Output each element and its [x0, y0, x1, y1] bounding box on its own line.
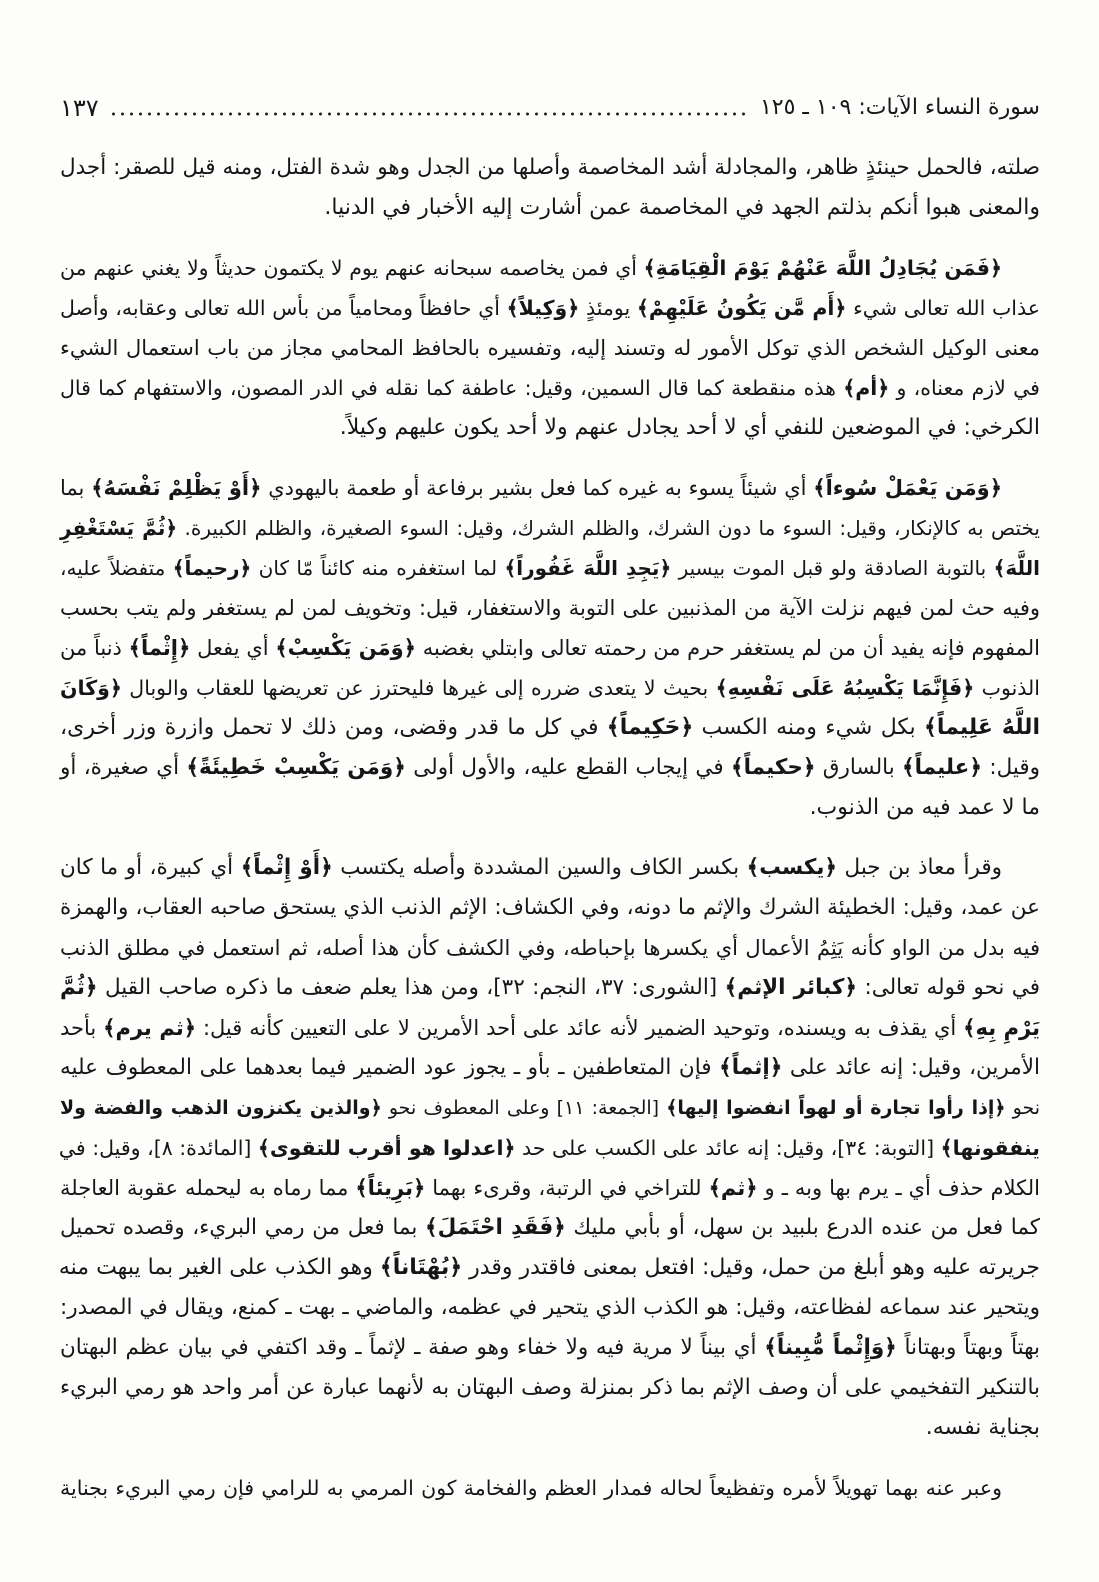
quran-quote: ﴿إثماً﴾: [719, 1055, 783, 1080]
dot-leader: [109, 110, 750, 118]
text-line: بالتنكير التفخيمي على أن وصف الإثم بما ذكر بمنزلة وصف البهتان به لأنهما عبارة عن أمر واحد هو رمي البريء: [60, 1375, 1040, 1400]
quran-quote: ﴿أَم مَّن يَكُونُ عَلَيْهِمْ﴾: [636, 296, 847, 320]
quran-quote: ﴿وَمَن يَعْمَلْ سُوءاً﴾: [813, 476, 1003, 500]
quran-quote: ﴿ثم﴾: [708, 1176, 758, 1200]
quran-quote: ﴿إذا رأوا تجارة أو لهواً انفضوا إليها﴾: [666, 1097, 1006, 1119]
text-line: فيه بدل من الواو كأنه يَثِمُ الأعمال أي يكسرها بإحباطه، وفي الكشف كأن هذا أصله، ثم استعمل في مطلق الذنب: [60, 936, 1040, 960]
text-line: عذاب الله تعالى شيء ﴿أَم مَّن يَكُونُ عَلَيْهِمْ﴾ يومئذٍ ﴿وَكِيلاً﴾ أي حافظاً ومحامياً من بأس الله تعالى وعقابه، وأصل: [60, 296, 1040, 320]
text-line: والمعنى هبوا أنكم بذلتم الجهد في المخاصمة عمن أشارت إليه الأخبار في الدنيا.: [324, 195, 1040, 220]
text-line: وعبر عنه بهما تهويلاً لأمره وتفظيعاً لحاله فمدار العظم والفخامة كون المرمي به للرامي فإن رمي البريء بجناية: [60, 1476, 1002, 1500]
paragraph: [60, 848, 1040, 1448]
text-line: يَرْمِ بِهِ﴾ أي يقذف به ويسنده، وتوحيد الضمير لأنه عائد على أحد الأمرين لا على التعيين كأنه قيل: ﴿ثم يرم﴾ بأحد: [60, 1016, 1040, 1040]
quran-quote: ﴿وَكِيلاً﴾: [506, 296, 580, 320]
page-number: ١٣٧: [60, 94, 99, 122]
quran-quote: يَرْمِ بِهِ﴾: [963, 1016, 1040, 1040]
quran-quote: ﴿ثم يرم﴾: [103, 1016, 197, 1040]
text-line: الذنوب ﴿فَإِنَّمَا يَكْسِبُهُ عَلَى نَفْسِهِ﴾ بحيث لا يتعدى ضرره إلى غيرها فليحترز عن تعريضها للعقاب والوبال ﴿وَكَانَ: [60, 676, 1040, 700]
quran-quote: ﴿ثُمَّ يَسْتَغْفِرِ: [60, 516, 178, 540]
running-head: [60, 88, 1040, 128]
text-line: ﴿وَمَن يَعْمَلْ سُوءاً﴾ أي شيئاً يسوء به غيره كما فعل بشير برفاعة أو طعمة باليهودي ﴿أَوْ يَظْلِمْ نَفْسَهُ﴾ بما: [60, 476, 1003, 500]
quran-quote: ﴿رحيماً﴾: [172, 556, 252, 580]
paragraph: [60, 148, 1040, 228]
quran-quote: ﴿بُهْتَاناً﴾: [379, 1255, 463, 1280]
text-line: ﴿فَمَن يُجَادِلُ اللَّهَ عَنْهُمْ يَوْمَ الْقِيَامَةِ﴾ أي فمن يخاصمه سبحانه عنهم يوم لا يكتمون حديثاً ولا يغني عنهم من: [60, 256, 1002, 280]
text-line: صلته، فالحمل حينئذٍ ظاهر، والمجادلة أشد المخاصمة وأصلها من الجدل وهو شدة الفتل، ومنه قيل للصقر: أجدل: [60, 155, 1040, 180]
quran-quote: ﴿اعدلوا هو أقرب للتقوى﴾: [257, 1136, 516, 1160]
quran-quote: ﴿إِثْماً﴾: [128, 636, 191, 660]
text-line: اللَّهُ عَلِيماً﴾ بكل شيء ومنه الكسب ﴿حَكِيماً﴾ في كل ما قدر وقضى، ومن ذلك لا تحمل وازرة وزر أخرى،: [60, 715, 1040, 740]
text-line: عن عمد، وقيل: الخطيئة الشرك والإثم ما دونه، وفي الكشاف: الإثم الذنب الذي يستحق صاحبه العقاب، والهمزة: [60, 895, 1040, 920]
quran-quote: ﴿وَإِثْماً مُّبِيناً﴾: [764, 1335, 897, 1360]
paragraph: [60, 468, 1040, 828]
quran-quote: ﴿حكيماً﴾: [730, 755, 816, 780]
text-line: الأمرين، وقيل: إنه عائد على ﴿إثماً﴾ فإن المتعاطفين ـ بأو ـ يجوز عود الضمير فيما بعدهما على المعطوف عليه: [60, 1055, 1040, 1080]
surah-title: سورة النساء الآيات: ١٠٩ ـ ١٢٥: [759, 95, 1040, 120]
quran-quote: ﴿عليماً﴾: [902, 755, 982, 780]
quran-quote: ﴿وَمَن يَكْسِبْ﴾: [275, 636, 416, 660]
quran-quote: ﴿يَجِدِ اللَّهَ غَفُوراً﴾: [504, 556, 672, 580]
text-line: يختص به كالإنكار، وقيل: السوء ما دون الشرك، والظلم الشرك، وقيل: السوء الصغيرة، والظلم الكبيرة. ﴿ثُمَّ يَسْتَغْفِرِ: [60, 516, 1040, 540]
text-line: في نحو قوله تعالى: ﴿كبائر الإثم﴾ [الشورى: ٣٧، النجم: ٣٢]، ومن هذا يعلم ضعف ما ذكره صاحب القيل ﴿ثُمَّ: [60, 975, 1040, 1000]
quran-quote: ﴿بَرِيئاً﴾: [355, 1176, 426, 1200]
text-line: الكلام حذف أي ـ يرم بها وبه ـ و ﴿ثم﴾ للتراخي في الرتبة، وقرىء بهما ﴿بَرِيئاً﴾ مما رماه به ليحمله عقوبة العاجلة: [60, 1176, 1040, 1200]
quran-quote: ﴿فَمَن يُجَادِلُ اللَّهَ عَنْهُمْ يَوْمَ الْقِيَامَةِ﴾: [643, 256, 1002, 280]
quran-quote: ﴿أم﴾: [843, 376, 890, 400]
text-line: الكرخي: في الموضعين للنفي أي لا أحد يجادل عنهم ولا أحد يكون عليهم وكيلاً.: [339, 415, 1040, 440]
quran-quote: ﴿أَوْ إِثْماً﴾: [240, 855, 333, 880]
text-line: جريرته عليه وهو أبلغ من حمل، وقيل: افتعل بمعنى فاقتدر وقدر ﴿بُهْتَاناً﴾ وهو الكذب على الغير بما يبهت منه: [58, 1255, 1040, 1280]
text-line: وفيه حث لمن فيهم نزلت الآية من المذنبين على التوبة والاستغفار، قيل: وتخويف لمن لم يستغفر ولم يتب بحسب: [60, 596, 1040, 620]
quran-quote: اللَّهُ عَلِيماً﴾: [923, 715, 1040, 740]
paragraph: [60, 248, 1040, 448]
quran-quote: ﴿يكسب﴾: [746, 855, 838, 880]
quran-quote: ﴿وَكَانَ: [60, 676, 122, 700]
text-line: وقرأ معاذ بن جبل ﴿يكسب﴾ بكسر الكاف والسين المشددة وأصله يكتسب ﴿أَوْ إِثْماً﴾ أي كبيرة، أو ما كان: [60, 855, 1003, 880]
quran-quote: اللَّهَ﴾: [993, 556, 1040, 580]
text-line: بهتاً وبهتاً وبهتاناً ﴿وَإِثْماً مُّبِيناً﴾ أي بيناً لا مرية فيه ولا خفاء وهو صفة ـ لإثماً ـ وقد اكتفي في بيان عظم البهتان: [60, 1335, 1040, 1360]
quran-quote: ﴿ثُمَّ: [60, 975, 98, 1000]
quran-quote: ﴿حَكِيماً﴾: [606, 715, 694, 740]
text-line: وقيل: ﴿عليماً﴾ بالسارق ﴿حكيماً﴾ في إيجاب القطع عليه، والأول أولى ﴿وَمَن يَكْسِبْ خَطِيئَةً﴾ أي صغيرة، أو: [60, 755, 1040, 780]
text-line: ما لا عمد فيه من الذنوب.: [809, 795, 1040, 820]
text-line: اللَّهَ﴾ بالتوبة الصادقة ولو قبل الموت بيسير ﴿يَجِدِ اللَّهَ غَفُوراً﴾ لما استغفره منه كائناً مّا كان ﴿رحيماً﴾ متفضلاً عليه،: [60, 556, 1040, 580]
quran-quote: ﴿والذين يكنزون الذهب والفضة ولا: [60, 1097, 382, 1119]
text-line: معنى الوكيل الشخص الذي توكل الأمور له وتسند إليه، وتفسيره بالحافظ المحامي مجاز من باب استعمال الشيء: [60, 336, 1040, 360]
quran-quote: ﴿أَوْ يَظْلِمْ نَفْسَهُ﴾: [91, 476, 262, 500]
text-line: المفهوم فإنه يفيد أن من لم يستغفر حرم من رحمته تعالى وابتلي بغضبه ﴿وَمَن يَكْسِبْ﴾ أي يفعل ﴿إِثْماً﴾ ذنباً من: [60, 636, 1040, 660]
page-body: [60, 148, 1040, 1508]
quran-quote: ﴿كبائر الإثم﴾: [724, 975, 858, 1000]
quran-quote: ﴿فَقَدِ احْتَمَلَ﴾: [425, 1215, 566, 1240]
text-line: نحو ﴿إذا رأوا تجارة أو لهواً انفضوا إليها﴾ [الجمعة: ١١] وعلى المعطوف نحو ﴿والذين يكنزون الذهب والفضة ولا: [60, 1097, 1040, 1119]
quran-quote: ﴿وَمَن يَكْسِبْ خَطِيئَةً﴾: [186, 755, 406, 780]
quran-quote: ﴿فَإِنَّمَا يَكْسِبُهُ عَلَى نَفْسِهِ﴾: [715, 676, 975, 700]
paragraph: [60, 1468, 1040, 1508]
quran-quote: ينفقونها﴾: [940, 1136, 1040, 1160]
text-line: ويتحير عند سماعه لفظاعته، وقيل: هو الكذب الذي يتحير في عظمه، والماضي ـ بهت ـ كمنع، ويقال في المصدر:: [60, 1295, 1040, 1320]
text-line: بجناية نفسه.: [925, 1415, 1040, 1440]
text-line: ينفقونها﴾ [التوبة: ٣٤]، وقيل: إنه عائد على الكسب على حد ﴿اعدلوا هو أقرب للتقوى﴾ [المائدة: ٨]، وقيل: في: [58, 1136, 1040, 1160]
text-line: في لازم معناه، و ﴿أم﴾ هذه منقطعة كما قال السمين، وقيل: عاطفة كما نقله في الدر المصون، والاستفهام كما قال: [60, 376, 1040, 400]
text-line: كما فعل من عنده الدرع بلبيد بن سهل، أو بأبي مليك ﴿فَقَدِ احْتَمَلَ﴾ بما فعل من رمي البريء، وقصده تحميل: [60, 1215, 1040, 1240]
